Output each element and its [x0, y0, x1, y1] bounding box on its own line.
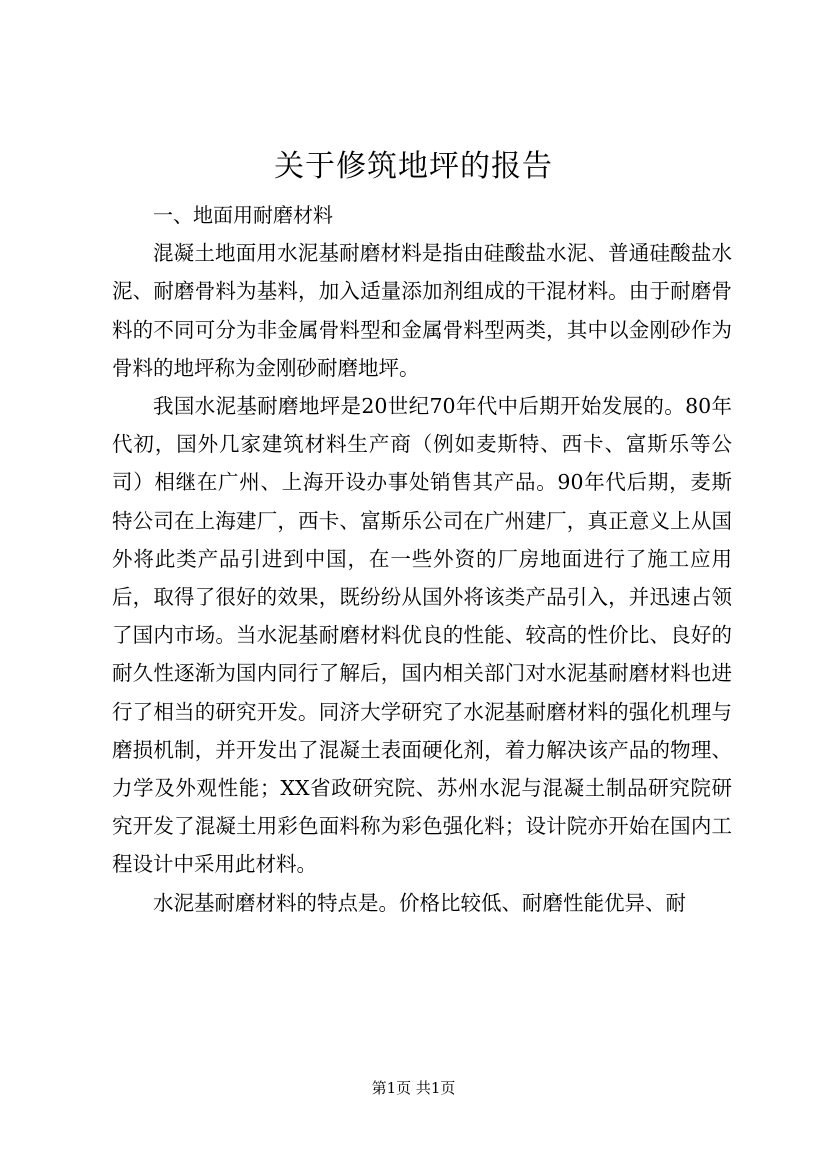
paragraph-2: 我国水泥基耐磨地坪是20世纪70年代中后期开始发展的。80年代初，国外几家建筑材料生产商（例如麦斯特、西卡、富斯乐等公司）相继在广州、上海开设办事处销售其产品。90年代后期，麦斯特公司在上海建厂，西卡、富斯乐公司在广州建厂，真正意义上从国外将此类产品引进到中国，在一些外资的厂房地面进行了施工应用后，取得了很好的效果，既纷纷从国外将该类产品引入，并迅速占领了国内市场。当水泥基耐磨材料优良的性能、较高的性价比、良好的耐久性逐渐为国内同行了解后，国内相关部门对水泥基耐磨材料也进行了相当的研究开发。同济大学研究了水泥基耐磨材料的强化机理与磨损机制，并开发出了混凝土表面硬化剂，着力解决该产品的物理、力学及外观性能；XX省政研究院、苏州水泥与混凝土制品研究院研究开发了混凝土用彩色面料称为彩色强化料；设计院亦开始在国内工程设计中采用此材料。 — [112, 394, 732, 877]
paragraph-1: 混凝土地面用水泥基耐磨材料是指由硅酸盐水泥、普通硅酸盐水泥、耐磨骨料为基料，加入适量添加剂组成的干混材料。由于耐磨骨料的不同可分为非金属骨料型和金属骨料型两类，其中以金刚砂作为骨料的地坪称为金刚砂耐磨地坪。 — [112, 241, 732, 380]
document-body — [112, 196, 732, 922]
paragraph-3: 水泥基耐磨材料的特点是。价格比较低、耐磨性能优异、耐 — [153, 890, 686, 915]
document-title: 关于修筑地坪的报告 — [274, 149, 553, 184]
section-heading: 一、地面用耐磨材料 — [153, 203, 333, 227]
page-footer: 第1页 共1页 — [371, 1079, 456, 1097]
